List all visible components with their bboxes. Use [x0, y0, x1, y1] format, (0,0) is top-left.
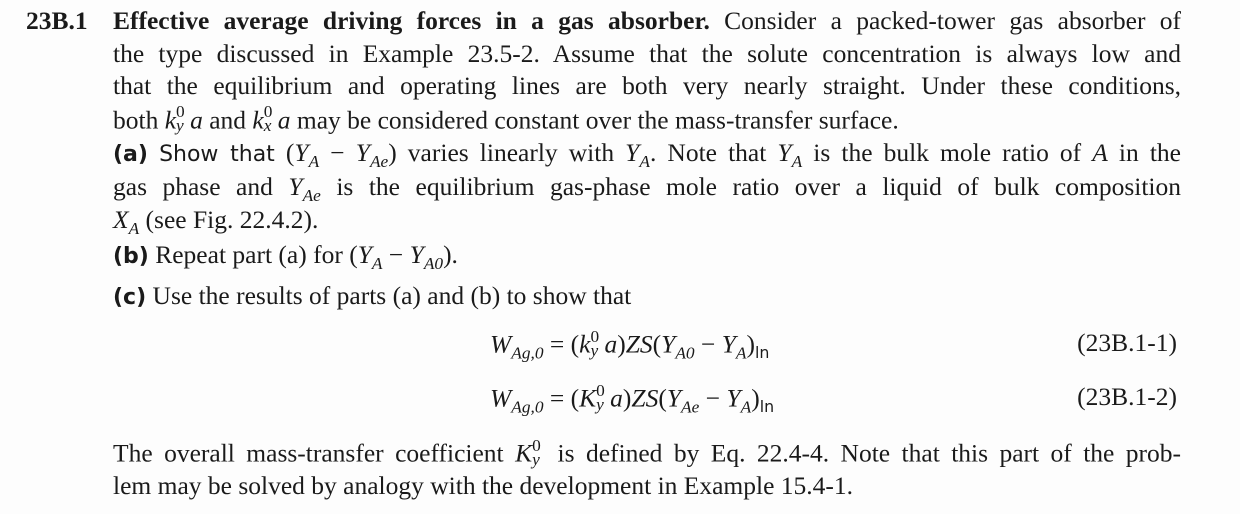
part-a-line-1: (a) Show that $(Y_A - Y_{Ae})$ varies linearly with $Y_A$. Note that $Y_A$ is the bulk mole ratio of A in the [113, 137, 1182, 171]
problem-statement [113, 5, 1181, 314]
problem-title: Effective average driving forces in a gas absorber [113, 6, 704, 35]
part-c-label: (c) [113, 284, 147, 310]
intro-line-3: that the equilibrium and operating lines are both very nearly straight. Under these conditions, [113, 71, 1181, 100]
intro-line-1: Consider a packed-tower gas absorber of [724, 6, 1182, 35]
closing-paragraph [113, 436, 1181, 503]
closing-line-1: The overall mass-transfer coefficient K 0 y is defined by Eq. 22.4-4. Note that this part of the prob- [113, 435, 1182, 469]
part-b-line: (b) Repeat part (a) for $(Y_A - Y_{A0})$. [113, 240, 458, 274]
equation-1-body: $W_{Ag,0} = (k$ 0 y $a)ZS(Y_{A0} - Y_A)_{ln}$ [490, 326, 770, 363]
equation-2 [0, 381, 1240, 415]
line-4: both k 0 y a and k 0 x a may be considered constant over the mass-transfer surface. [113, 102, 899, 136]
part-b-label: (b) [113, 244, 149, 269]
part-a-label: (a) [113, 141, 148, 167]
equation-2-number: (23B.1-2) [1077, 382, 1177, 411]
equation-1 [0, 327, 1240, 361]
closing-line-2: lem may be solved by analogy with the development in Example 15.4-1. [113, 471, 854, 500]
part-a-line-2: gas phase and $Y_{Ae}$ is the equilibrium gas-phase mole ratio over a liquid of bulk composition [113, 172, 1181, 206]
part-c-line: (c) Use the results of parts (a) and (b) to show that [113, 280, 632, 310]
intro-line-2: the type discussed in Example 23.5-2. Assume that the solute concentration is always low and [113, 38, 1181, 68]
equation-1-number: (23B.1-1) [1077, 328, 1177, 357]
intro-line-4: may be considered constant over the mass-transfer surface. [296, 105, 899, 134]
line-1: Effective average driving forces in a gas absorber. Consider a packed-tower gas absorber of [113, 6, 1182, 35]
problem-number: 23B.1 [26, 6, 88, 35]
part-a-line-3: $X_A$ (see Fig. 22.4.2). [113, 204, 319, 238]
equation-2-body: $W_{Ag,0} = (K$ 0 y $a)ZS(Y_{Ae} - Y_A)_{ln}$ [490, 380, 775, 417]
